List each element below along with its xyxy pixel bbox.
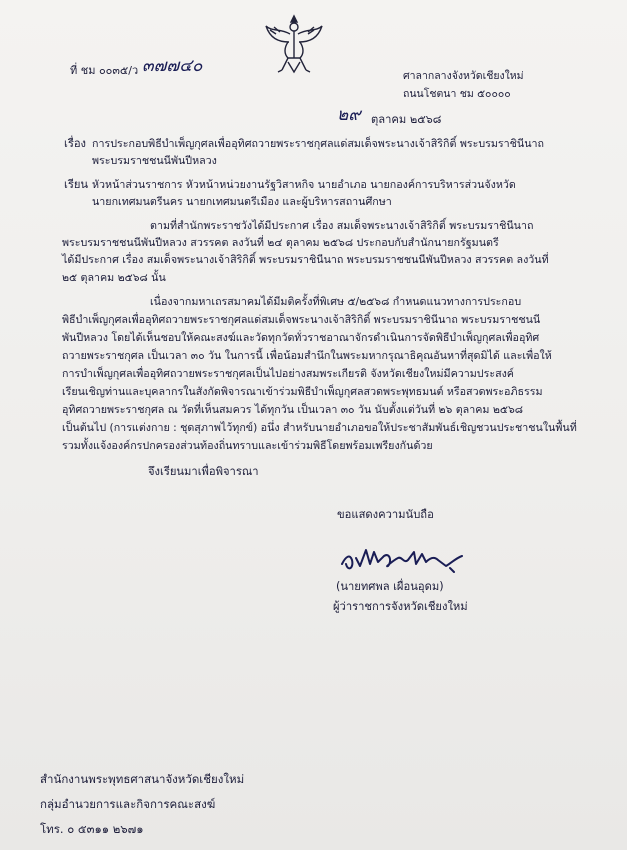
ref-number: ที่ ชม ๐๐๓๕/ว <box>70 64 139 77</box>
sender-address-line2: ถนนโชตนา ชม ๕๐๐๐๐ <box>403 88 511 100</box>
footer-office: สำนักงานพระพุทธศาสนาจังหวัดเชียงใหม่ <box>40 772 245 786</box>
signer-title: ผู้ว่าราชการจังหวัดเชียงใหม่ <box>333 600 468 613</box>
to-line2: นายกเทศมนตรีนคร นายกเทศมนตรีเมือง และผู้บริหารสถานศึกษา <box>92 195 392 208</box>
para2-line: เป็นต้นไป (การแต่งกาย : ชุดสุภาพไว้ทุกข์) อนึ่ง สำหรับนายอำเภอขอให้ประชาสัมพันธ์เชิญชวนประชาชนในพื้นที่ <box>62 421 577 434</box>
para1-line: พระบรมราชชนนีพันปีหลวง สวรรคต ลงวันที่ ๒๔ ตุลาคม ๒๕๖๘ ประกอบกับสำนักนายกรัฐมนตรี <box>62 236 499 249</box>
para2-line: รวมทั้งแจ้งองค์กรปกครองส่วนท้องถิ่นทราบและเข้าร่วมพิธีโดยพร้อมเพรียงกันด้วย <box>62 439 433 452</box>
subject-line2: พระบรมราชชนนีพันปีหลวง <box>92 154 217 167</box>
subject-label: เรื่อง <box>64 137 87 150</box>
signer-name: (นายทศพล เผื่อนอุดม) <box>336 580 444 593</box>
closing-request: จึงเรียนมาเพื่อพิจารณา <box>148 465 259 478</box>
para1-line: ๒๕ ตุลาคม ๒๕๖๘ นั้น <box>62 271 166 284</box>
signature-icon <box>338 538 468 574</box>
para2-line: ถวายพระราชกุศล เป็นเวลา ๓๐ วัน ในการนี้ เพื่อน้อมสำนึกในพระมหากรุณาธิคุณอันหาที่สุดมิได้ และเพื่อให้ <box>62 349 552 362</box>
to-line1: หัวหน้าส่วนราชการ หัวหน้าหน่วยงานรัฐวิสาหกิจ นายอำเภอ นายกองค์การบริหารส่วนจังหวัด <box>92 178 516 191</box>
date-day-handwritten: ๒๙ <box>337 105 361 125</box>
para1-line: ได้มีประกาศ เรื่อง สมเด็จพระนางเจ้าสิริกิติ์ พระบรมราชินีนาถ พระบรมราชชนนีพันปีหลวง สวรรคต ลงวันที่ <box>62 253 549 266</box>
document-date: ตุลาคม ๒๕๖๘ <box>371 113 442 126</box>
para2-line: พิธีบำเพ็ญกุศลเพื่ออุทิศถวายพระราชกุศลแด่สมเด็จพระนางเจ้าสิริกิติ์ พระบรมราชินีนาถ พระบรมราชชนนี <box>62 313 541 326</box>
footer-phone: โทร. ๐ ๕๓๑๑ ๒๖๗๑ <box>40 822 144 836</box>
footer-division: กลุ่มอำนวยการและกิจการคณะสงฆ์ <box>40 797 216 811</box>
para2-line: อุทิศถวายพระราชกุศล ณ วัดที่เห็นสมควร ได้ทุกวัน เป็นเวลา ๓๐ วัน นับตั้งแต่วันที่ ๒๖ ตุลาคม ๒๕๖๘ <box>62 403 523 416</box>
para2-line: เรียนเชิญท่านและบุคลากรในสังกัดพิจารณาเข้าร่วมพิธีบำเพ็ญกุศลสวดพระพุทธมนต์ หรือสวดพระอภิธรรม <box>62 385 543 398</box>
sender-address-line1: ศาลากลางจังหวัดเชียงใหม่ <box>403 70 524 82</box>
garuda-emblem-icon <box>262 12 326 74</box>
para2-line: เนื่องจากมหาเถรสมาคมได้มีมติครั้งที่พิเศษ ๕/๒๕๖๘ กำหนดแนวทางการประกอบ <box>150 295 522 308</box>
subject-line1: การประกอบพิธีบำเพ็ญกุศลเพื่ออุทิศถวายพระราชกุศลแด่สมเด็จพระนางเจ้าสิริกิติ์ พระบรมราชินีนาถ <box>92 137 545 150</box>
closing-regards: ขอแสดงความนับถือ <box>337 508 434 521</box>
para2-line: พันปีหลวง โดยได้เห็นชอบให้คณะสงฆ์และวัดทุกวัดทั่วราชอาณาจักรดำเนินการจัดพิธีบำเพ็ญกุศลเพื่ออุทิศ <box>62 331 540 344</box>
to-label: เรียน <box>64 178 89 191</box>
para2-line: การบำเพ็ญกุศลเพื่ออุทิศถวายพระราชกุศลเป็นไปอย่างสมพระเกียรติ จังหวัดเชียงใหม่มีความประสงค์ <box>62 367 514 380</box>
ref-number-handwritten: ๓๗๗๔๐ <box>142 56 203 76</box>
para1-line: ตามที่สำนักพระราชวังได้มีประกาศ เรื่อง สมเด็จพระนางเจ้าสิริกิติ์ พระบรมราชินีนาถ <box>150 219 534 232</box>
